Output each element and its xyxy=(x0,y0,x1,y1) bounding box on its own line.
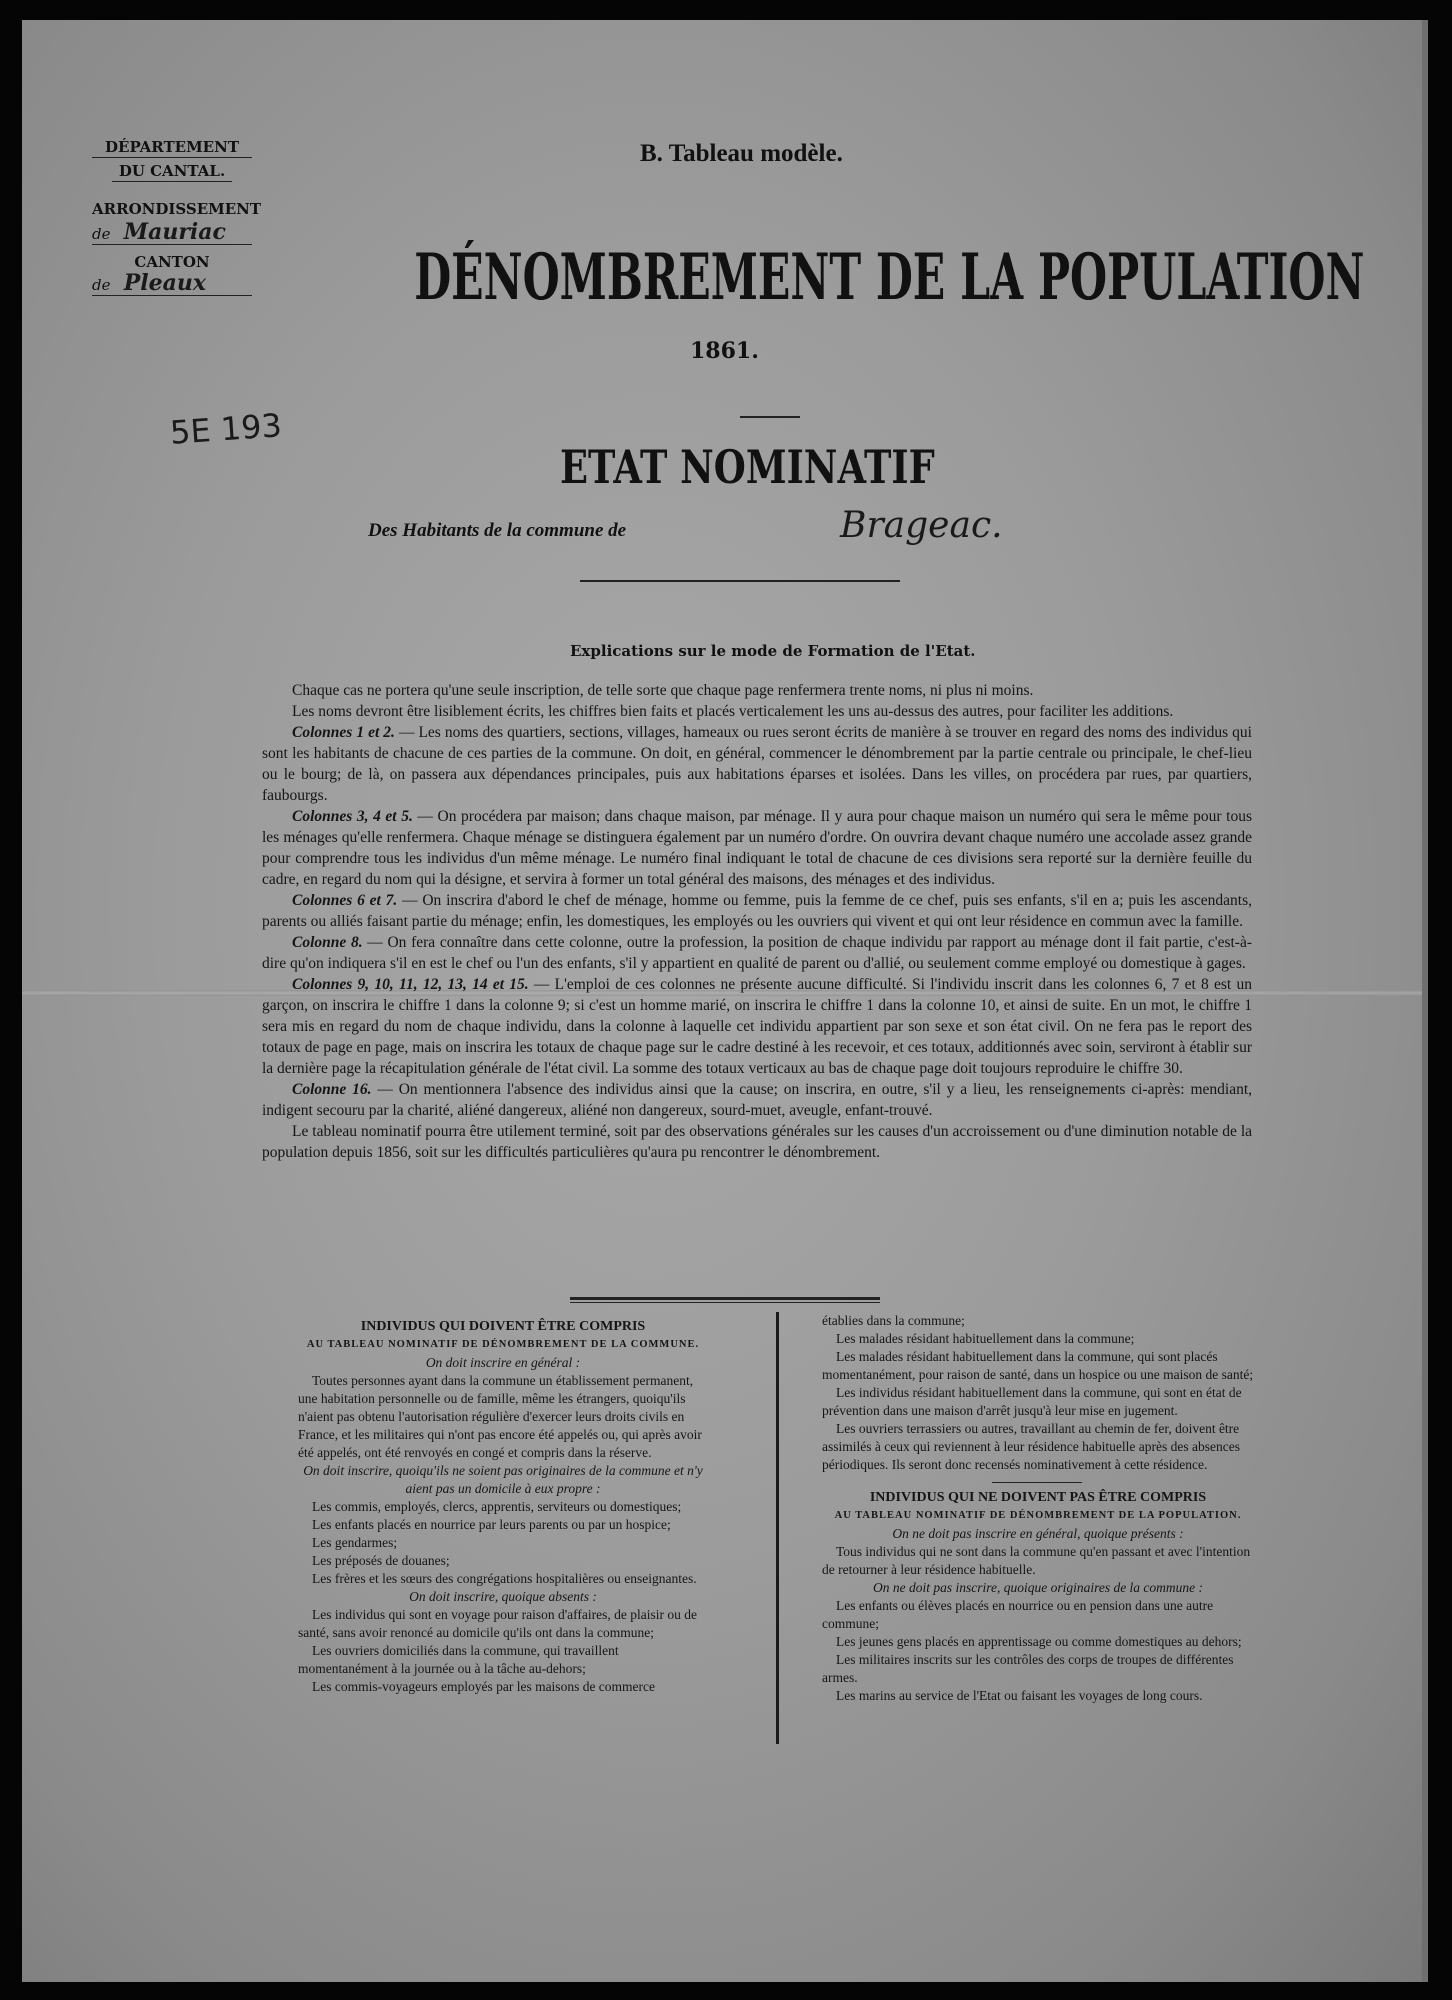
arrondissement-field xyxy=(92,219,252,245)
explication-paragraph xyxy=(262,932,1252,974)
right-column-subheading: AU TABLEAU NOMINATIF DE DÉNOMBREMENT DE LA POPULATION. xyxy=(834,1510,1242,1521)
column-line: Les préposés de douanes; xyxy=(312,1553,450,1568)
explication-paragraph xyxy=(262,1079,1252,1121)
arrondissement-prefix: de xyxy=(92,225,111,243)
right-column-separator xyxy=(992,1482,1082,1483)
right-column-heading: INDIVIDUS QUI NE DOIVENT PAS ÊTRE COMPRIS xyxy=(869,1490,1207,1505)
explications-body xyxy=(262,680,1252,1163)
column-line: Les individus qui sont en voyage pour raison d'affaires, de plaisir ou de santé, sans avoir renoncé au domicile qu'ils ont dans la commune; xyxy=(298,1607,697,1640)
column-line: Les malades résidant habituellement dans la commune; xyxy=(836,1331,1135,1346)
explication-text: Les noms devront être lisiblement écrits, les chiffres bien faits et placés verticalement les uns au-dessus des autres, pour faciliter les additions. xyxy=(292,703,1174,720)
column-subsection-heading: On doit inscrire en général : xyxy=(425,1355,581,1370)
explication-label: Colonnes 6 et 7. xyxy=(292,892,398,909)
arrondissement-label: ARRONDISSEMENT xyxy=(92,200,262,218)
column-subsection-heading: On doit inscrire, quoique absents : xyxy=(409,1589,597,1604)
explication-text: — On procédera par maison; dans chaque maison, par ménage. Il y aura pour chaque maison un numéro qui sera le même pour tous les ménages qu'elle renfermera. Chaque ménage se distinguera également par un numéro d'ordre. On ouvrira devant chaque numéro une accolade assez grande pour comprendre tous les individus d'un même ménage. Le numéro final indiquant le total de chacune de ces divisions sera reporté sur la dernière feuille du cadre, en regard du nom qui la désigne, et servira à former un total général des maisons, des ménages et des individus. xyxy=(262,808,1252,888)
arrondissement-value: Mauriac xyxy=(123,219,226,245)
column-line: Les enfants placés en nourrice par leurs parents ou par un hospice; xyxy=(312,1517,671,1532)
canton-label: CANTON xyxy=(134,253,210,271)
column-line: Les commis-voyageurs employés par les maisons de commerce xyxy=(312,1679,656,1694)
explication-paragraph xyxy=(262,701,1252,722)
explication-paragraph xyxy=(262,974,1252,1079)
census-year: 1861. xyxy=(690,338,759,364)
section-separator-thick xyxy=(570,1297,880,1300)
title-separator xyxy=(740,416,800,418)
department-value: DU CANTAL. xyxy=(112,162,232,182)
right-column-lines xyxy=(822,1312,1254,1474)
explication-paragraph xyxy=(262,680,1252,701)
explication-label: Colonne 16. xyxy=(292,1081,372,1098)
canton-prefix: de xyxy=(92,276,111,294)
explication-paragraph xyxy=(262,1121,1252,1163)
habitants-label: Des Habitants de la commune de xyxy=(368,520,627,541)
left-column-heading: INDIVIDUS QUI DOIVENT ÊTRE COMPRIS xyxy=(360,1319,646,1334)
explication-label: Colonnes 3, 4 et 5. xyxy=(292,808,413,825)
explication-text: — On mentionnera l'absence des individus ainsi que la cause; on inscrira, en outre, s'il y a lieu, les renseignements ci-après: mendiant, indigent secouru par la charité, aliéné dangereux, aliéné non dangereux, sourd-muet, aveugle, enfant-trouvé. xyxy=(262,1081,1253,1119)
explication-text: — On inscrira d'abord le chef de ménage, homme ou femme, puis la femme de ce chef, puis ses enfants, s'il en a; puis les ascendants, parents ou alliés faisant partie du ménage; enfin, les domestiques, les employés ou les ouvriers qui vivent et qui ont leur résidence en commun avec la famille. xyxy=(262,892,1252,930)
explication-text: — L'emploi de ces colonnes ne présente aucune difficulté. Si l'individu inscrit dans les colonnes 6, 7 et 8 est un garçon, on inscrira le chiffre 1 dans la colonne 9; si c'est un homme marié, on inscrira le chiffre 1 dans la colonne 10, et ainsi de suite. En un mot, le chiffre 1 sera mis en regard du nom de chaque individu, dans la colonne à laquelle cet individu appartient par son sexe et son état civil. On ne fera pas le report des totaux de page en page, mais on inscrira les totaux de chaque page sur le cadre destiné à les recevoir, et ces totaux, additionnés avec soin, serviront à établir sur la dernière page la récapitulation générale de l'état civil. La somme des totaux verticaux au bas de chaque page doit toujours reproduire le chiffre 30. xyxy=(262,976,1252,1077)
archive-reference: 5E 193 xyxy=(168,406,284,452)
column-line: Toutes personnes ayant dans la commune un établissement permanent, une habitation personnelle ou de famille, même les étrangers, quoiqu'ils n'aient pas obtenu l'autorisation régulière d'exercer leurs droits civils en France, et les militaires qui n'ont pas encore été appelés ou, qui après avoir été appelés, ont été renvoyés en congé et compris dans la réserve. xyxy=(298,1373,702,1460)
column-line: Les commis, employés, clercs, apprentis, serviteurs ou domestiques; xyxy=(312,1499,682,1514)
explication-paragraph xyxy=(262,722,1252,806)
column-line: Les marins au service de l'Etat ou faisant les voyages de long cours. xyxy=(836,1688,1203,1703)
explication-label: Colonne 8. xyxy=(292,934,363,951)
right-column-lines-2 xyxy=(822,1525,1254,1705)
commune-name: Brageac. xyxy=(840,505,1003,546)
column-line: Les individus résidant habituellement dans la commune, qui sont en état de prévention dans une maison d'arrêt jusqu'à leur mise en jugement. xyxy=(822,1385,1242,1418)
left-column-subheading: AU TABLEAU NOMINATIF DE DÉNOMBREMENT DE LA COMMUNE. xyxy=(306,1339,700,1350)
right-column xyxy=(822,1312,1254,1705)
column-line: Tous individus qui ne sont dans la commune qu'en passant et avec l'intention de retourner à leur résidence habituelle. xyxy=(822,1544,1251,1577)
column-line: Les jeunes gens placés en apprentissage ou comme domestiques au dehors; xyxy=(836,1634,1242,1649)
department-label: DÉPARTEMENT xyxy=(92,138,252,158)
column-line: Les ouvriers terrassiers ou autres, travaillant au chemin de fer, doivent être assimilés à ceux qui reviennent à leur résidence habituelle après des absences périodiques. Ils seront donc recensés nominativement à cette résidence. xyxy=(822,1421,1240,1472)
column-line: Les gendarmes; xyxy=(312,1535,398,1550)
explications-heading: Explications sur le mode de Formation de l'Etat. xyxy=(570,642,976,660)
column-line: Les ouvriers domiciliés dans la commune, qui travaillent momentanément à la journée ou à la tâche au-dehors; xyxy=(298,1643,619,1676)
explication-text: Le tableau nominatif pourra être utilement terminé, soit par des observations générales sur les causes d'un accroissement ou d'une diminution notable de la population depuis 1856, soit sur les difficultés particulières qu'aura pu rencontrer le dénombrement. xyxy=(262,1123,1252,1161)
column-line: Les enfants ou élèves placés en nourrice ou en pension dans une autre commune; xyxy=(822,1598,1214,1631)
tableau-label: B. Tableau modèle. xyxy=(640,140,843,167)
department-block xyxy=(92,138,262,296)
column-divider xyxy=(776,1312,779,1744)
section-separator-thin xyxy=(570,1302,880,1303)
explication-label: Colonnes 9, 10, 11, 12, 13, 14 et 15. xyxy=(292,976,529,993)
left-column-lines xyxy=(298,1354,708,1696)
explication-text: — On fera connaître dans cette colonne, outre la profession, la position de chaque individu par rapport au ménage dont il fait partie, c'est-à-dire qu'on indiquera s'il en est le chef ou l'un des enfants, s'il y appartient en qualité de parent ou d'allié, ou seulement comme employé ou domestique à gages. xyxy=(262,934,1252,972)
column-line: Les frères et les sœurs des congrégations hospitalières ou enseignantes. xyxy=(312,1571,697,1586)
column-line: Les militaires inscrits sur les contrôles des corps de troupes de différentes armes. xyxy=(822,1652,1234,1685)
explication-text: — Les noms des quartiers, sections, villages, hameaux ou rues seront écrits de manière à se trouver en regard des noms des individus qui sont les habitants de chacune de ces parties de la commune. On doit, en général, commencer le dénombrement par la partie centrale ou principale, le chef-lieu ou le bourg; de là, on passera aux dépendances principales, puis aux habitations éparses et isolées. Dans les villes, on procédera par rues, par quartiers, faubourgs. xyxy=(262,724,1252,804)
canton-value: Pleaux xyxy=(123,270,206,296)
etat-separator xyxy=(580,580,900,582)
document-title: DÉNOMBREMENT DE LA POPULATION xyxy=(414,240,1365,315)
etat-title: ETAT NOMINATIF xyxy=(560,440,935,494)
column-line: Les malades résidant habituellement dans la commune, qui sont placés momentanément, pour raison de santé, dans un hospice ou une maison de santé; xyxy=(822,1349,1254,1382)
column-subsection-heading: On ne doit pas inscrire en général, quoique présents : xyxy=(892,1526,1184,1541)
explication-label: Colonnes 1 et 2. xyxy=(292,724,395,741)
left-column xyxy=(298,1318,708,1696)
column-subsection-heading: On doit inscrire, quoiqu'ils ne soient pas originaires de la commune et n'y aient pas un domicile à eux propre : xyxy=(303,1463,703,1496)
column-subsection-heading: On ne doit pas inscrire, quoique originaires de la commune : xyxy=(872,1580,1204,1595)
explication-text: Chaque cas ne portera qu'une seule inscription, de telle sorte que chaque page renfermera trente noms, ni plus ni moins. xyxy=(292,682,1034,699)
canton-field xyxy=(92,270,252,296)
column-line: établies dans la commune; xyxy=(822,1313,965,1328)
explication-paragraph xyxy=(262,806,1252,890)
explication-paragraph xyxy=(262,890,1252,932)
